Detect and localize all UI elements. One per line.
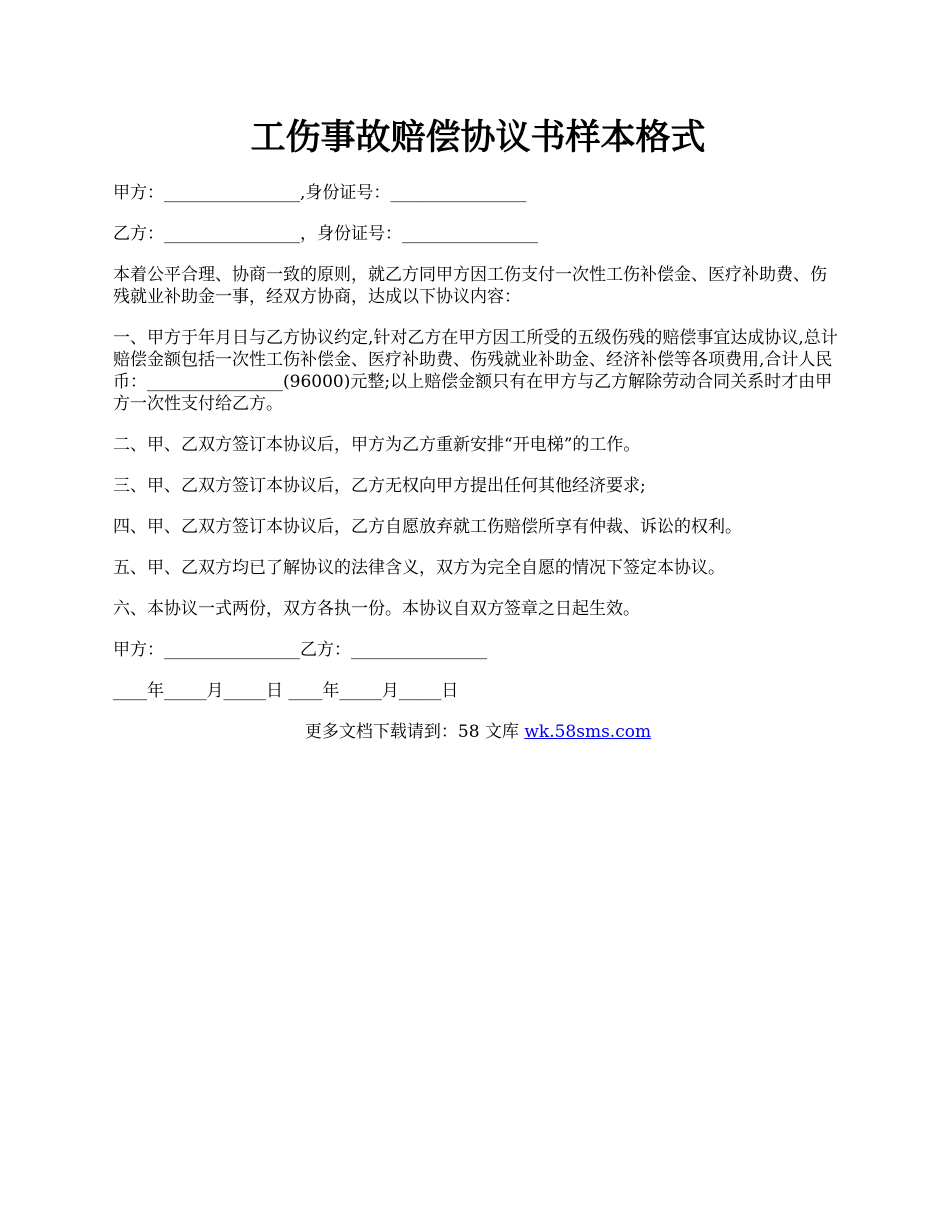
clause-1: 一、甲方于年月日与乙方协议约定,针对乙方在甲方因工所受的五级伤残的赔偿事宜达成协议,总计赔偿金额包括一次性工伤补偿金、医疗补助费、伤残就业补助金、经济补偿等各项费用,合计人民币：________________(96000)元整;以上赔偿金额只有在甲方与乙方解除劳动合同关系时才由甲方一次性支付给乙方。 (113, 328, 838, 414)
footer-link[interactable]: wk.58sms.com (524, 722, 652, 742)
document-page (113, 0, 843, 743)
party-a-line: 甲方：________________,身份证号：________________ (113, 183, 527, 203)
signature-line: 甲方：________________乙方：________________ (113, 640, 487, 660)
clause-6: 六、本协议一式两份，双方各执一份。本协议自双方签章之日起生效。 (113, 599, 640, 619)
clause-5: 五、甲、乙双方均已了解协议的法律含义，双方为完全自愿的情况下签定本协议。 (113, 558, 725, 578)
party-b-line: 乙方：________________，身份证号：________________ (113, 224, 538, 244)
footer-text: 更多文档下载请到：58 文库 (304, 722, 525, 742)
footer (113, 721, 843, 743)
clause-2: 二、甲、乙双方签订本协议后，甲方为乙方重新安排“开电梯”的工作。 (113, 435, 641, 455)
date-line: ____年_____月_____日 ____年_____月_____日 (113, 681, 459, 701)
intro-paragraph: 本着公平合理、协商一致的原则，就乙方同甲方因工伤支付一次性工伤补偿金、医疗补助费、伤残就业补助金一事，经双方协商，达成以下协议内容： (113, 265, 827, 307)
document-title: 工伤事故赔偿协议书样本格式 (250, 117, 706, 158)
clause-3: 三、甲、乙双方签订本协议后，乙方无权向甲方提出任何其他经济要求; (113, 476, 646, 496)
clause-4: 四、甲、乙双方签订本协议后，乙方自愿放弃就工伤赔偿所享有仲裁、诉讼的权利。 (113, 517, 742, 537)
